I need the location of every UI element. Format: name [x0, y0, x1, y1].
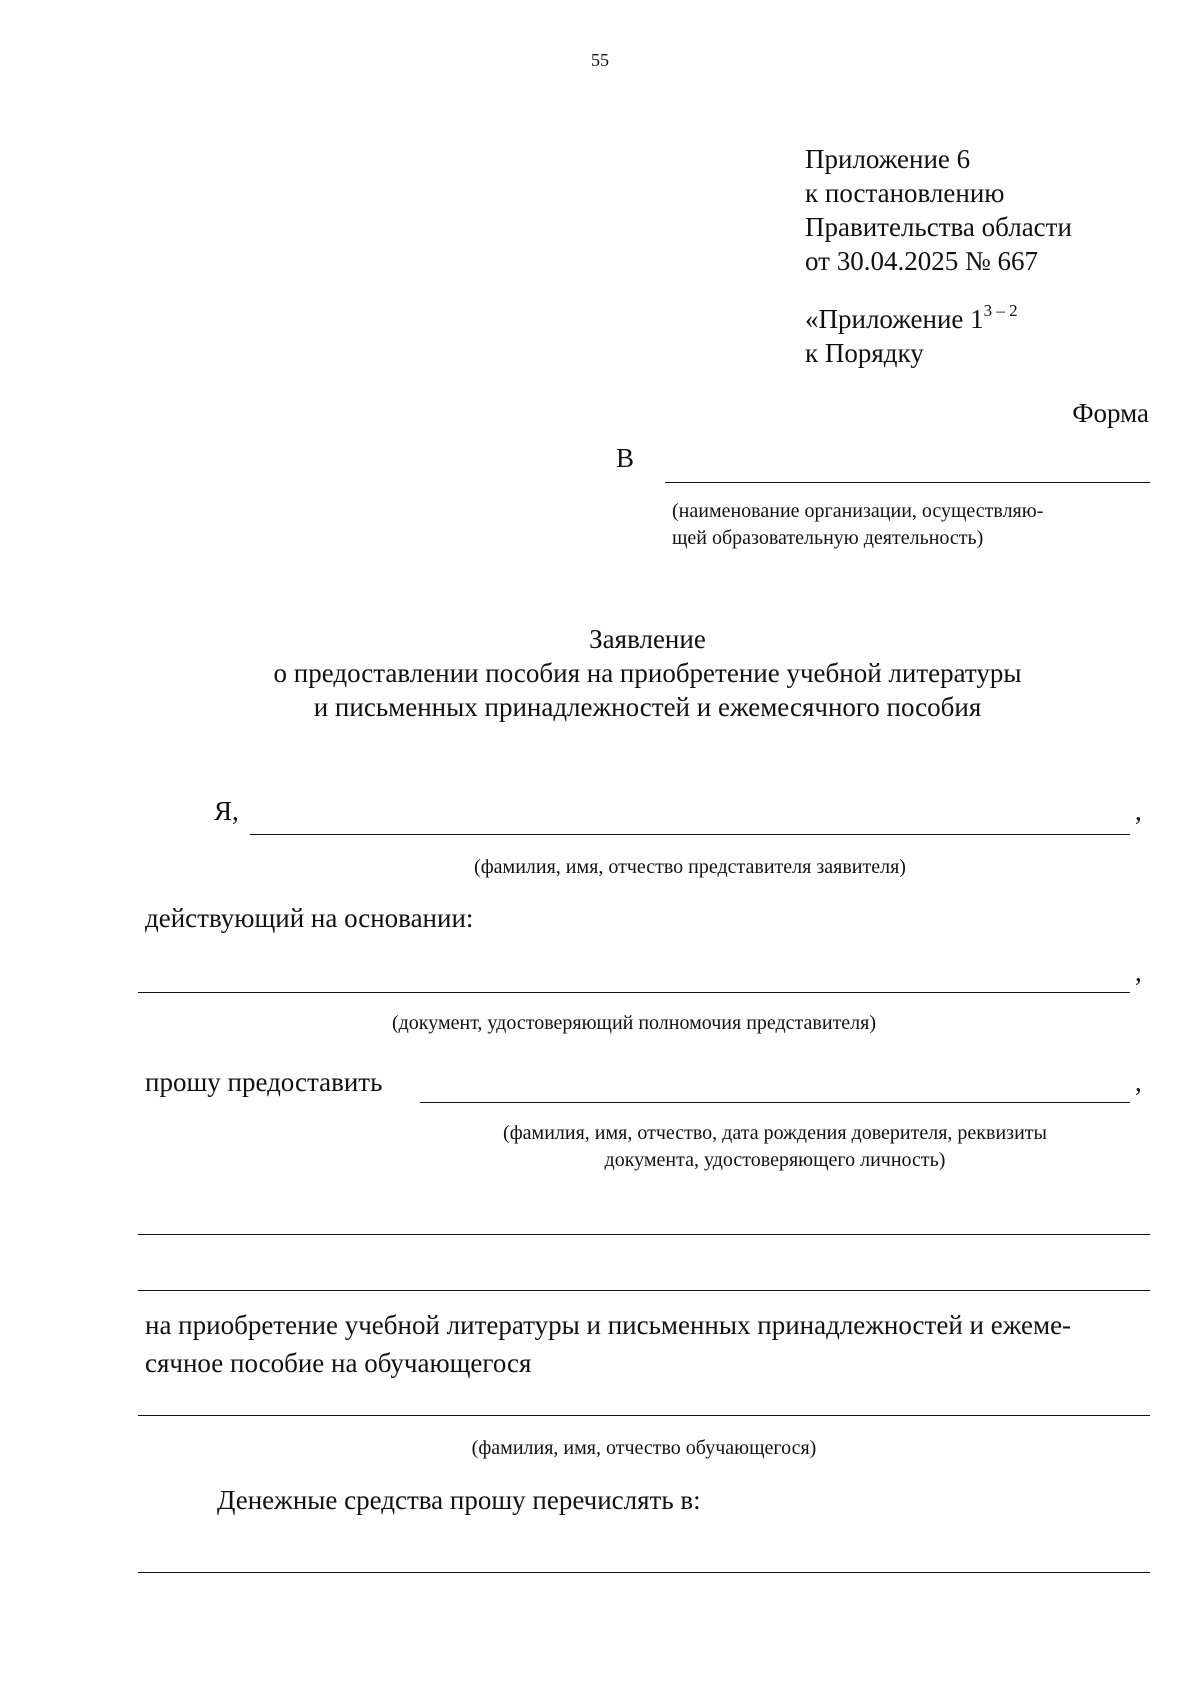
- form-label: Форма: [1072, 398, 1149, 428]
- request-label: прошу предоставить: [145, 1067, 383, 1097]
- funds-transfer-label: Денежные средства прошу перечислять в:: [217, 1485, 701, 1515]
- page-number: 55: [591, 50, 609, 70]
- appendix-order-prefix: «Приложение 1: [805, 304, 984, 334]
- principal-extra-field-2[interactable]: [138, 1290, 1150, 1291]
- comma: ,: [1135, 957, 1142, 987]
- organization-field[interactable]: [665, 482, 1150, 483]
- appendix-line: от 30.04.2025 № 667: [805, 246, 1038, 276]
- purpose-line: сячное пособие на обучающегося: [145, 1348, 532, 1378]
- organization-caption: [672, 498, 1043, 552]
- appendix-line: Правительства области: [805, 212, 1072, 242]
- representative-name-field[interactable]: [250, 834, 1130, 835]
- purpose-line: на приобретение учебной литературы и письменных принадлежностей и ежеме-: [145, 1310, 1072, 1340]
- i-prefix: Я,: [214, 796, 239, 826]
- appendix-order-line: [805, 302, 1018, 336]
- document-title: [0, 622, 1200, 724]
- caption-line: щей образовательную деятельность): [672, 527, 984, 549]
- title-line: Заявление: [589, 624, 706, 654]
- appendix-line: Приложение 6: [805, 144, 971, 174]
- caption-line: (наименование организации, осуществляю-: [672, 500, 1044, 522]
- representative-caption: (фамилия, имя, отчество представителя заявителя): [474, 856, 906, 878]
- student-caption: (фамилия, имя, отчество обучающегося): [471, 1437, 817, 1459]
- acting-basis-label: действующий на основании:: [145, 903, 474, 933]
- appendix-header: [805, 142, 1072, 278]
- authority-document-caption: (документ, удостоверяющий полномочия представителя): [391, 1012, 877, 1034]
- appendix-order-header: [805, 302, 1018, 370]
- appendix-order-superscript: 3 – 2: [983, 301, 1018, 320]
- comma: ,: [1135, 796, 1142, 826]
- caption-line: документа, удостоверяющего личность): [604, 1149, 946, 1171]
- principal-extra-field-1[interactable]: [138, 1234, 1150, 1235]
- principal-field[interactable]: [420, 1102, 1130, 1103]
- title-line: о предоставлении пособия на приобретение учебной литературы: [273, 658, 1022, 688]
- appendix-line: к постановлению: [805, 178, 1005, 208]
- recipient-prefix: В: [616, 443, 635, 473]
- authority-document-field[interactable]: [138, 992, 1130, 993]
- title-line: и письменных принадлежностей и ежемесячного пособия: [313, 692, 982, 722]
- purpose-text: [145, 1306, 1071, 1382]
- bank-details-field[interactable]: [138, 1572, 1150, 1573]
- student-name-field[interactable]: [138, 1415, 1150, 1416]
- comma: ,: [1135, 1067, 1142, 1097]
- principal-caption: [420, 1120, 1130, 1174]
- caption-line: (фамилия, имя, отчество, дата рождения доверителя, реквизиты: [503, 1122, 1047, 1144]
- appendix-order-line: к Порядку: [805, 338, 924, 368]
